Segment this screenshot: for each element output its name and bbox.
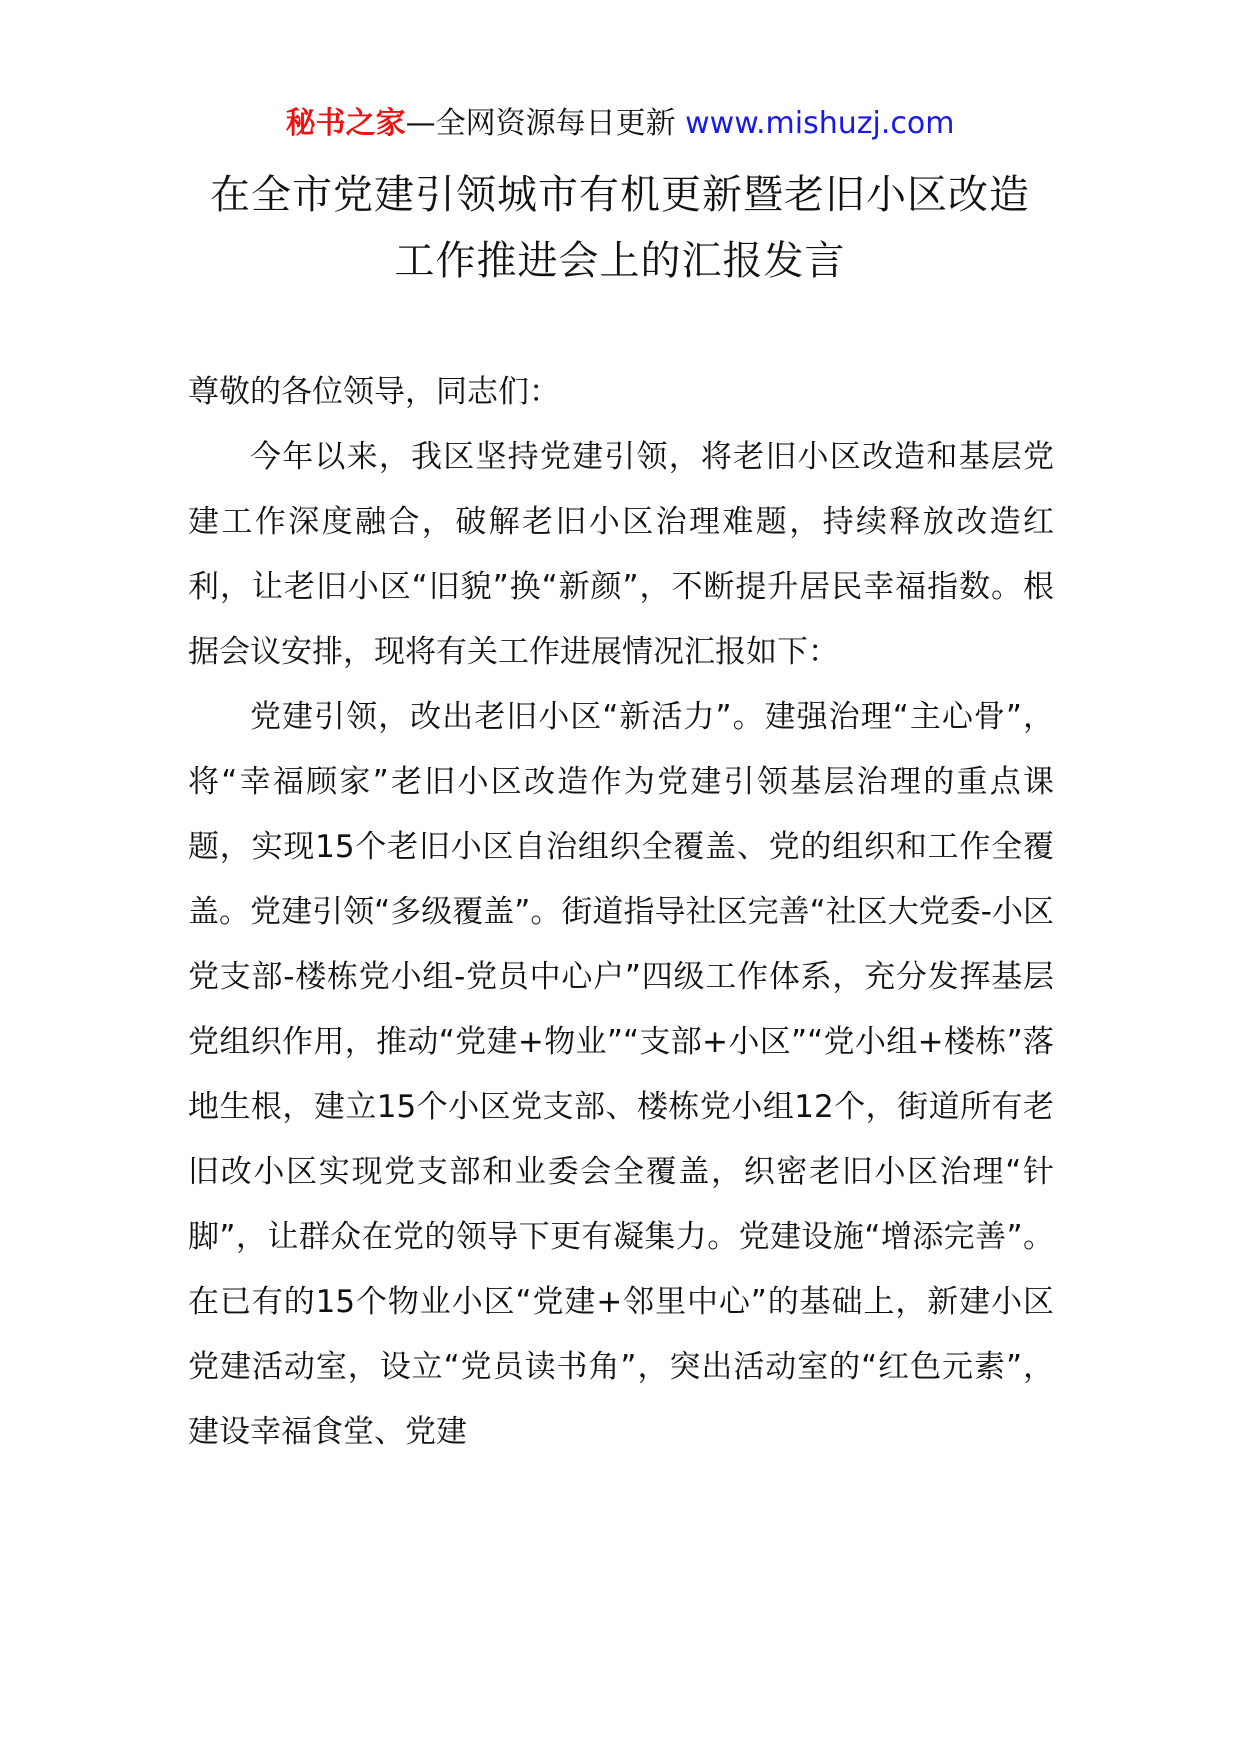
title-line-2: 工作推进会上的汇报发言 — [394, 238, 846, 284]
title-line-1: 在全市党建引领城市有机更新暨老旧小区改造 — [210, 172, 1030, 218]
site-tagline: —全网资源每日更新 — [405, 106, 676, 141]
document-title — [0, 162, 1240, 294]
salutation: 尊敬的各位领导，同志们： — [188, 374, 560, 410]
brand-name: 秘书之家 — [285, 106, 406, 141]
document-body — [188, 360, 1054, 1465]
site-url-link[interactable]: www.mishuzj.com — [685, 106, 955, 141]
paragraph: 党建引领，改出老旧小区“新活力”。建强治理“主心骨”，将“幸福顾家”老旧小区改造作为党建引领基层治理的重点课题，实现15个老旧小区自治组织全覆盖、党的组织和工作全覆盖。党建引领“多级覆盖”。街道指导社区完善“社区大党委-小区党支部-楼栋党小组-党员中心户”四级工作体系，充分发挥基层党组织作用，推动“党建+物业”“支部+小区”“党小组+楼栋”落地生根，建立15个小区党支部、楼栋党小组12个，街道所有老旧改小区实现党支部和业委会全覆盖，织密老旧小区治理“针脚”，让群众在党的领导下更有凝集力。党建设施“增添完善”。在已有的15个物业小区“党建+邻里中心”的基础上，新建小区党建活动室，设立“党员读书角”，突出活动室的“红色元素”，建设幸福食堂、党建 — [188, 699, 1054, 1450]
site-header — [0, 104, 1240, 144]
paragraph: 今年以来，我区坚持党建引领，将老旧小区改造和基层党建工作深度融合，破解老旧小区治理难题，持续释放改造红利，让老旧小区“旧貌”换“新颜”，不断提升居民幸福指数。根据会议安排，现将有关工作进展情况汇报如下： — [188, 439, 1054, 670]
